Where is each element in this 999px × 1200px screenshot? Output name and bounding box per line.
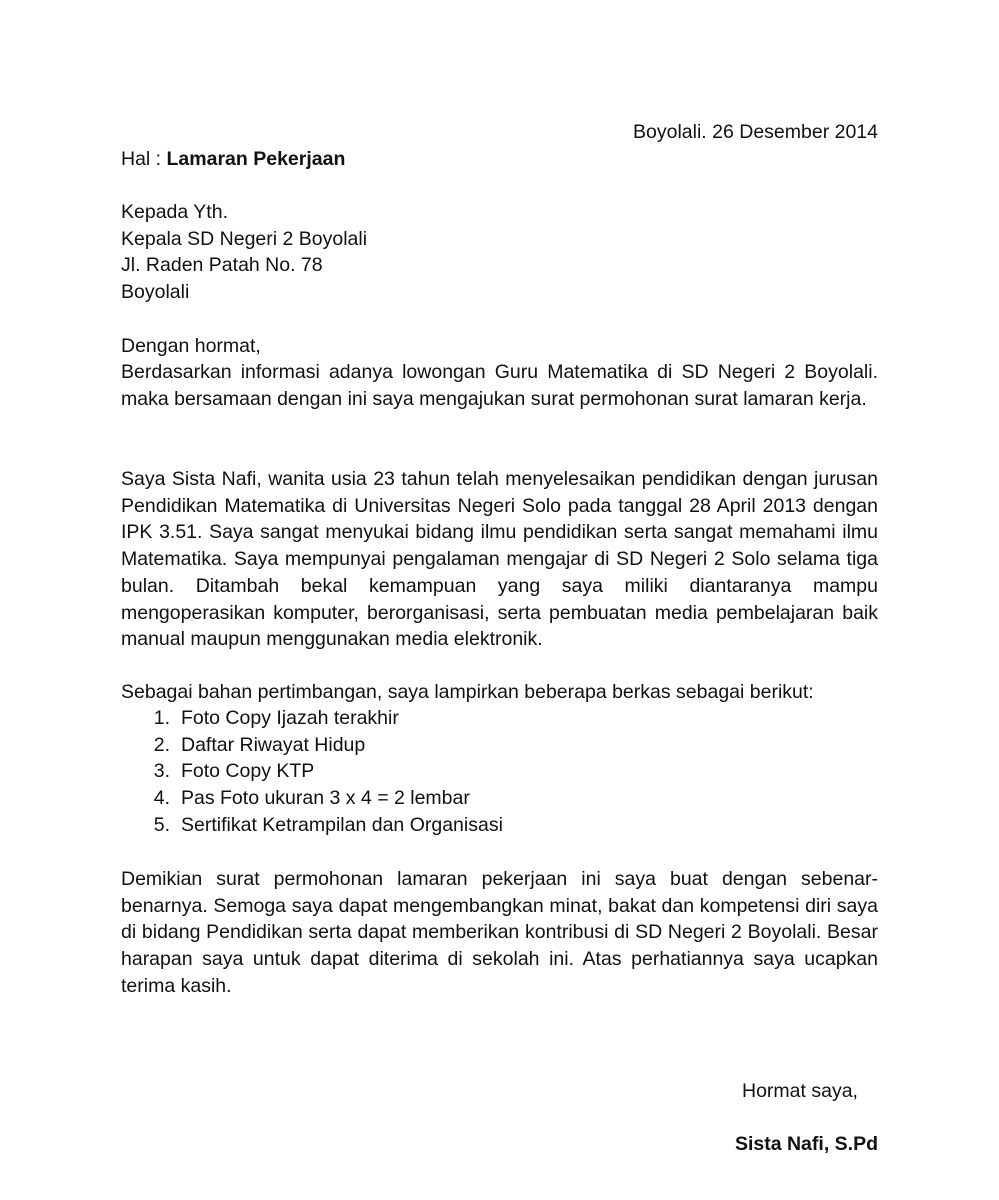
recipient-line: Kepala SD Negeri 2 Boyolali <box>121 227 368 250</box>
list-item-text: Foto Copy Ijazah terakhir <box>181 707 399 729</box>
signature-name: Sista Nafi, S.Pd <box>734 1133 878 1155</box>
list-item-number: 4. <box>153 787 170 810</box>
place-date: Boyolali. 26 Desember 2014 <box>633 121 878 143</box>
paragraph-closing: Demikian surat permohonan lamaran pekerjaan ini saya buat dengan sebenar-benarnya. Semoga saya dapat mengembangkan minat, bakat dan kompetensi diri saya di bidang Pendidikan serta dapat memberikan kontribusi di SD Negeri 2 Boyolali. Besar harapan saya untuk dapat diterima di sekolah ini. Atas perhatiannya saya ucapkan terima kasih. <box>121 868 878 997</box>
list-item-text: Daftar Riwayat Hidup <box>181 733 366 756</box>
recipient-line: Jl. Raden Patah No. 78 <box>121 254 323 277</box>
subject-label: Hal : <box>121 148 167 170</box>
list-item <box>121 785 503 812</box>
list-item-text: Foto Copy KTP <box>181 760 315 783</box>
list-item-text: Sertifikat Ketrampilan dan Organisasi <box>181 813 503 836</box>
closing-salutation: Hormat saya, <box>742 1080 858 1102</box>
list-item <box>121 732 503 759</box>
subject-line <box>121 146 345 173</box>
list-item-number: 5. <box>153 813 170 836</box>
recipient-line: Boyolali <box>121 281 190 304</box>
list-item-number: 2. <box>153 733 170 756</box>
greeting: Dengan hormat, <box>121 335 261 357</box>
list-item-text: Pas Foto ukuran 3 x 4 = 2 lembar <box>181 787 470 810</box>
recipient-line: Kepada Yth. <box>121 201 228 223</box>
recipient-block <box>121 199 367 306</box>
list-item <box>121 812 503 839</box>
list-item-number: 1. <box>153 707 170 729</box>
paragraph-intro: Berdasarkan informasi adanya lowongan Guru Matematika di SD Negeri 2 Boyolali. maka bersamaan dengan ini saya mengajukan surat permohonan surat lamaran kerja. <box>121 361 878 410</box>
attachments-intro: Sebagai bahan pertimbangan, saya lampirkan beberapa berkas sebagai berikut: <box>121 681 814 703</box>
list-item <box>121 705 503 732</box>
paragraph-profile: Saya Sista Nafi, wanita usia 23 tahun telah menyelesaikan pendidikan dengan jurusan Pendidikan Matematika di Universitas Negeri Solo pada tanggal 28 April 2013 dengan IPK 3.51. Saya sangat menyukai bidang ilmu pendidikan serta sangat memahami ilmu Matematika. Saya mempunyai pengalaman mengajar di SD Negeri 2 Solo selama tiga bulan. Ditambah bekal kemampuan yang saya miliki diantaranya mampu mengoperasikan komputer, berorganisasi, serta pembuatan media pembelajaran baik manual maupun menggunakan media elektronik. <box>121 468 878 651</box>
list-item-number: 3. <box>153 760 170 783</box>
list-item <box>121 758 503 785</box>
attachments-list <box>121 705 503 839</box>
subject-value: Lamaran Pekerjaan <box>166 148 346 170</box>
